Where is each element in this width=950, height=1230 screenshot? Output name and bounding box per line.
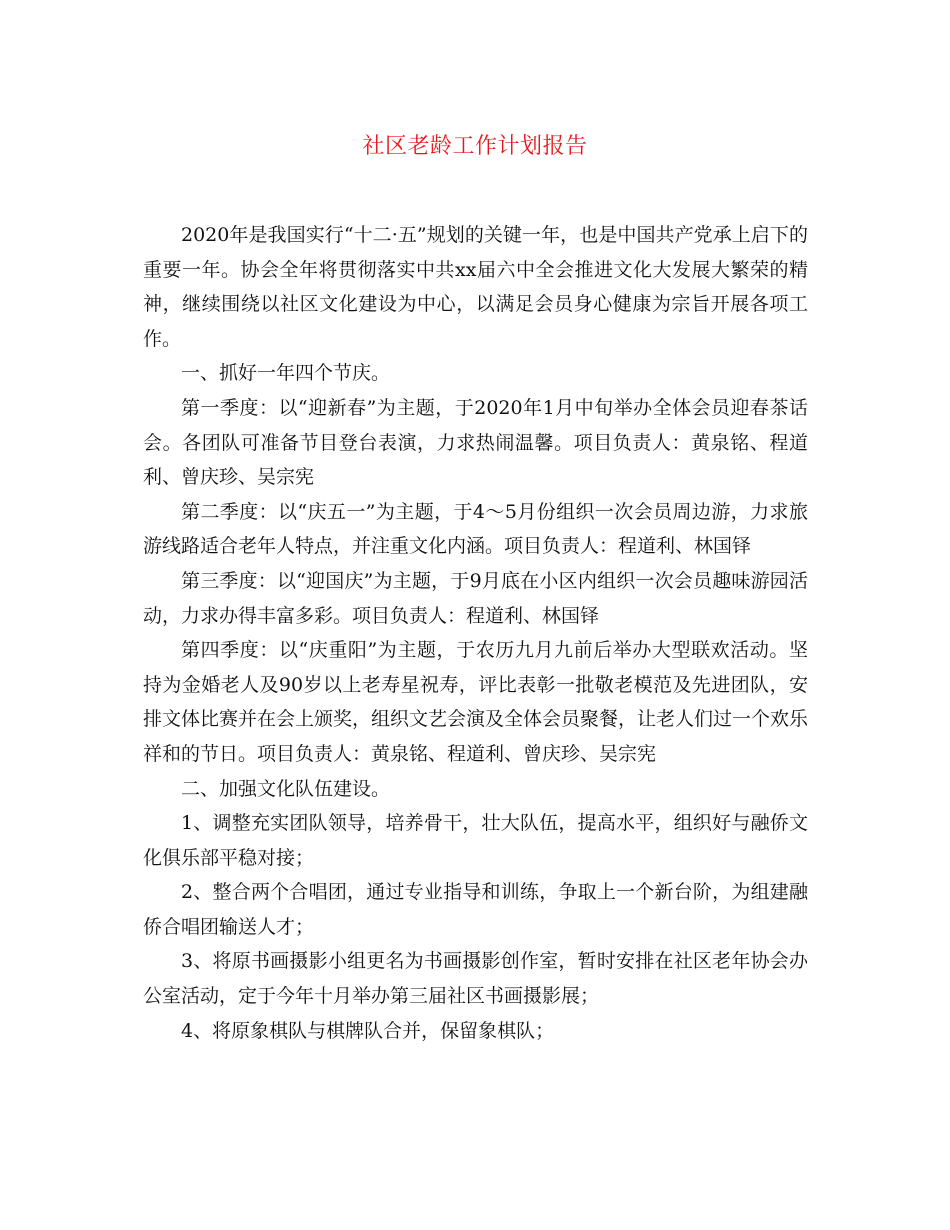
document-body: [143, 218, 808, 1048]
list-item-1: 1、调整充实团队领导，培养骨干，壮大队伍，提高水平，组织好与融侨文化俱乐部平稳对接；: [143, 812, 808, 869]
list-item-3: 3、将原书画摄影小组更名为书画摄影创作室，暂时安排在社区老年协会办公室活动，定于今年十月举办第三届社区书画摄影展；: [143, 950, 808, 1008]
paragraph-q4: 第四季度：以“庆重阳”为主题，于农历九月九前后举办大型联欢活动。坚持为金婚老人及90岁以上老寿星祝寿，评比表彰一批敬老模范及先进团队，安排文体比赛并在会上颁奖，组织文艺会演及全体会员聚餐，让老人们过一个欢乐祥和的节日。项目负责人：黄泉铭、程道利、曾庆珍、吴宗宪: [143, 639, 809, 765]
paragraph-intro: 2020年是我国实行“十二·五”规划的关键一年，也是中国共产党承上启下的重要一年。协会全年将贯彻落实中共xx届六中全会推进文化大发展大繁荣的精神，继续围绕以社区文化建设为中心，以满足会员身心健康为宗旨开展各项工作。: [143, 224, 808, 350]
document-title: 社区老龄工作计划报告: [362, 134, 588, 159]
list-item-2: 2、整合两个合唱团，通过专业指导和训练，争取上一个新台阶，为组建融侨合唱团输送人才；: [143, 881, 808, 938]
heading-section-2: 二、加强文化队伍建设。: [181, 777, 391, 800]
list-item-4: 4、将原象棋队与棋牌队合并，保留象棋队；: [181, 1019, 555, 1042]
paragraph-q3: 第三季度：以“迎国庆”为主题，于9月底在小区内组织一次会员趣味游园活动，力求办得丰富多彩。项目负责人：程道利、林国铎: [143, 569, 808, 627]
heading-section-1: 一、抓好一年四个节庆。: [181, 362, 391, 385]
paragraph-q1: 第一季度：以“迎新春”为主题，于2020年1月中旬举办全体会员迎春茶话会。各团队可准备节目登台表演，力求热闹温馨。项目负责人：黄泉铭、程道利、曾庆珍、吴宗宪: [143, 396, 808, 489]
paragraph-q2: 第二季度：以“庆五一”为主题，于4～5月份组织一次会员周边游，力求旅游线路适合老年人特点，并注重文化内涵。项目负责人：程道利、林国铎: [143, 500, 808, 558]
